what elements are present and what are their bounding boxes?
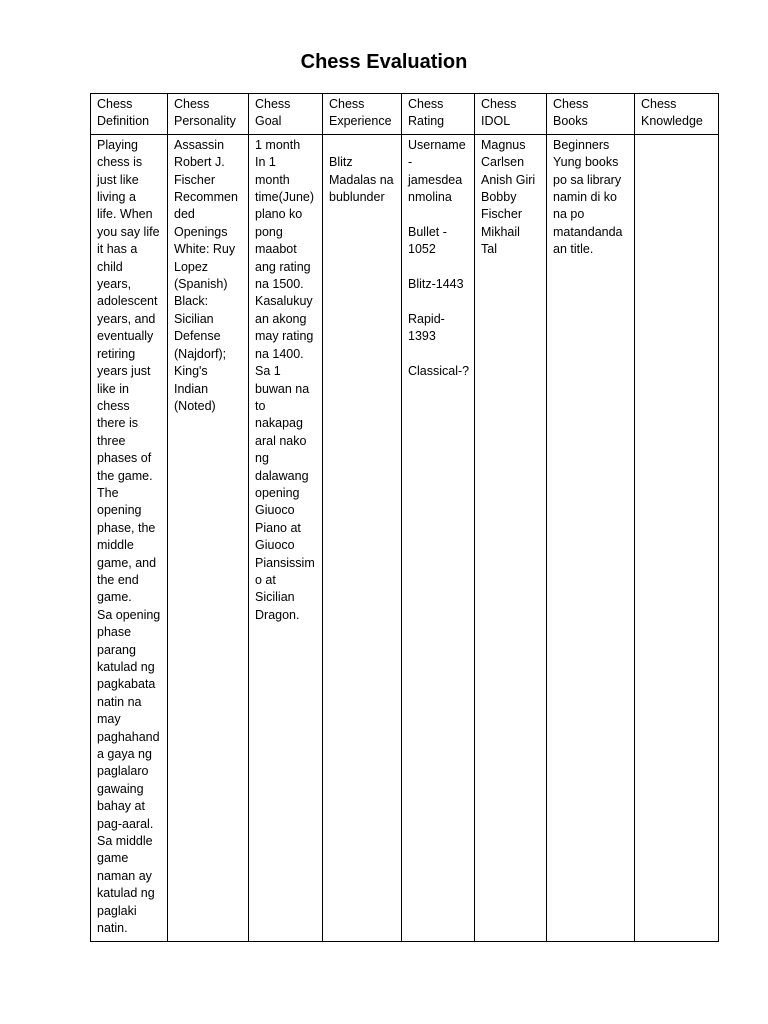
- cell-text-line: chess: [97, 398, 130, 413]
- cell-text-line: [329, 137, 396, 154]
- cell-text-line: phases of: [97, 451, 152, 466]
- cell-text-line: Assassin: [174, 137, 225, 152]
- cell-text-line: Bobby: [481, 190, 517, 205]
- cell-text-line: na 1400.: [255, 346, 304, 361]
- cell-text-line: katulad ng: [97, 660, 155, 674]
- cell-text-line: years, and: [97, 311, 156, 326]
- cell-text-line: paglalaro: [97, 764, 149, 779]
- cell-text-line: Sa opening: [97, 607, 161, 622]
- cell-text-line: nakapag: [255, 416, 303, 431]
- cell-text-line: child: [97, 259, 123, 274]
- table-row: [91, 134, 719, 941]
- cell-text-line: King's: [174, 364, 208, 379]
- cell-text-line: plano ko: [255, 207, 303, 222]
- page-title: Chess Evaluation: [300, 51, 468, 73]
- cell-text-line: three: [97, 433, 126, 448]
- cell-text-line: time(June): [255, 190, 315, 205]
- cell-text-line: a gaya ng: [97, 747, 152, 762]
- cell-text-line: Mikhail: [481, 224, 520, 239]
- cell-text-line: buwan na: [255, 381, 310, 396]
- cell-text-line: Defense: [174, 329, 221, 344]
- cell-text-line: Playing: [97, 137, 138, 152]
- cell-text-line: Giuoco: [255, 503, 295, 518]
- cell-text-line: game: [97, 851, 129, 866]
- cell-text-line: Chess: [329, 97, 365, 111]
- cell-text-line: nmolina: [408, 190, 452, 205]
- header-cell-idol: [475, 94, 547, 135]
- cell-text-line: Rapid-: [408, 311, 445, 326]
- cell-experience: [323, 134, 402, 941]
- cell-text-line: Lopez: [174, 259, 209, 274]
- cell-text-line: Bullet -: [408, 224, 447, 239]
- cell-text-line: Chess: [255, 97, 291, 111]
- header-cell-rating: [402, 94, 475, 135]
- cell-text-line: years just: [97, 364, 151, 379]
- cell-text-line: it has a: [97, 242, 138, 257]
- cell-text-line: phase, the: [97, 520, 156, 535]
- cell-text-line: just like: [97, 172, 139, 187]
- cell-text-line: the game.: [97, 468, 153, 483]
- cell-definition: [91, 134, 168, 941]
- evaluation-table: [90, 93, 719, 942]
- cell-text-line: -: [408, 155, 413, 170]
- cell-text-line: The: [97, 485, 119, 500]
- cell-text-line: Blitz: [329, 155, 353, 170]
- cell-text-line: 1052: [408, 242, 436, 257]
- cell-text-line: Fischer: [481, 207, 522, 222]
- cell-text-line: Indian: [174, 381, 209, 396]
- cell-text-line: Dragon.: [255, 607, 300, 622]
- cell-text-line: po sa library: [553, 172, 622, 187]
- cell-text-line: Piansissim: [255, 555, 315, 570]
- cell-text-line: living a: [97, 190, 136, 205]
- cell-text-line: Kasalukuy: [255, 294, 313, 309]
- cell-text-line: Openings: [174, 224, 228, 239]
- cell-text-line: Classical-?: [408, 364, 470, 379]
- cell-text-line: ng: [255, 451, 269, 466]
- cell-text-line: (Najdorf);: [174, 346, 227, 361]
- cell-text-line: pagkabata: [97, 677, 156, 692]
- cell-text-line: phase: [97, 625, 132, 640]
- header-cell-experience: [323, 94, 402, 135]
- cell-books: [547, 134, 635, 941]
- cell-text-line: dalawang: [255, 468, 309, 483]
- cell-text-line: may: [97, 712, 121, 727]
- cell-text-line: life. When: [97, 207, 153, 222]
- cell-text-line: Chess: [408, 97, 444, 111]
- cell-text-line: aral nako: [255, 433, 307, 448]
- cell-text-line: Knowledge: [641, 114, 703, 129]
- cell-text-line: 1 month: [255, 137, 301, 152]
- cell-text-line: gawaing: [97, 781, 144, 796]
- cell-text-line: o at: [255, 572, 276, 587]
- cell-text-line: jamesdea: [408, 172, 463, 187]
- table-header-row: [91, 94, 719, 135]
- cell-text-line: Magnus: [481, 137, 526, 152]
- cell-rating: [402, 134, 475, 941]
- cell-text-line: Giuoco: [255, 538, 295, 553]
- cell-text-line: opening: [255, 485, 300, 500]
- header-cell-goal: [249, 94, 323, 135]
- cell-idol: [475, 134, 547, 941]
- cell-knowledge: [635, 134, 719, 941]
- cell-text-line: Anish Giri: [481, 172, 536, 187]
- cell-text-line: adolescent: [97, 294, 158, 309]
- cell-text-line: Username: [408, 137, 466, 152]
- cell-text-line: month: [255, 172, 290, 187]
- cell-goal: [249, 134, 323, 941]
- header-cell-personality: [168, 94, 249, 135]
- cell-text-line: na 1500.: [255, 277, 304, 292]
- cell-text-line: years,: [97, 277, 132, 292]
- cell-text-line: Yung books: [553, 155, 619, 170]
- cell-text-line: ang rating: [255, 259, 311, 274]
- cell-text-line: Recommen: [174, 190, 238, 205]
- cell-text-line: Fischer: [174, 172, 215, 187]
- cell-text-line: Chess: [97, 97, 133, 111]
- cell-text-line: maabot: [255, 242, 297, 257]
- cell-text-line: there is: [97, 416, 138, 431]
- cell-text-line: Sa 1: [255, 364, 281, 379]
- cell-text-line: parang: [97, 642, 136, 657]
- cell-text-line: Tal: [481, 242, 497, 257]
- cell-text-line: Rating: [408, 114, 445, 129]
- cell-text-line: may rating: [255, 329, 314, 344]
- cell-text-line: matandanda: [553, 224, 623, 239]
- cell-text-line: Definition: [97, 114, 150, 129]
- cell-text-line: Sicilian: [255, 590, 295, 605]
- cell-text-line: Books: [553, 114, 588, 129]
- cell-text-line: Beginners: [553, 137, 610, 152]
- cell-text-line: you say life: [97, 224, 160, 239]
- header-cell-books: [547, 94, 635, 135]
- cell-text-line: Chess: [553, 97, 589, 111]
- cell-text-line: [408, 206, 469, 223]
- cell-text-line: Black:: [174, 294, 209, 309]
- cell-text-line: paghahand: [97, 729, 160, 744]
- cell-text-line: like in: [97, 381, 129, 396]
- cell-text-line: natin.: [97, 921, 128, 936]
- cell-text-line: Chess: [174, 97, 210, 111]
- cell-text-line: Blitz-1443: [408, 277, 464, 292]
- cell-text-line: IDOL: [481, 114, 511, 129]
- header-cell-knowledge: [635, 94, 719, 135]
- cell-text-line: Personality: [174, 114, 236, 129]
- cell-text-line: retiring: [97, 346, 136, 361]
- cell-text-line: 1393: [408, 329, 436, 344]
- cell-text-line: chess is: [97, 155, 143, 170]
- cell-text-line: eventually: [97, 329, 154, 344]
- cell-text-line: Chess: [641, 97, 677, 111]
- cell-text-line: Goal: [255, 114, 282, 129]
- cell-text-line: (Noted): [174, 398, 216, 413]
- cell-text-line: the end: [97, 572, 139, 587]
- cell-text-line: Sa middle: [97, 834, 153, 849]
- cell-text-line: Carlsen: [481, 155, 525, 170]
- cell-text-line: pag-aaral.: [97, 816, 154, 831]
- cell-text-line: ded: [174, 207, 195, 222]
- cell-text-line: [408, 293, 469, 310]
- cell-text-line: natin na: [97, 694, 142, 709]
- cell-personality: [168, 134, 249, 941]
- cell-text-line: an akong: [255, 311, 307, 326]
- cell-text-line: to: [255, 398, 266, 413]
- cell-text-line: namin di ko: [553, 190, 617, 205]
- cell-text-line: [408, 259, 469, 276]
- cell-text-line: game, and: [97, 555, 157, 570]
- cell-text-line: (Spanish): [174, 277, 228, 292]
- cell-text-line: game.: [97, 590, 132, 605]
- cell-text-line: Robert J.: [174, 155, 225, 170]
- cell-text-line: middle: [97, 538, 134, 553]
- cell-text-line: Madalas na: [329, 172, 394, 187]
- cell-text-line: Experience: [329, 114, 392, 129]
- header-cell-definition: [91, 94, 168, 135]
- cell-text-line: [408, 346, 469, 363]
- cell-text-line: Piano at: [255, 520, 301, 535]
- cell-text-line: paglaki: [97, 903, 137, 918]
- cell-text-line: In 1: [255, 155, 276, 170]
- cell-text-line: Sicilian: [174, 311, 214, 326]
- cell-text-line: na po: [553, 207, 585, 222]
- cell-text-line: naman ay: [97, 868, 152, 883]
- cell-text-line: pong: [255, 224, 283, 239]
- cell-text-line: katulad ng: [97, 886, 155, 901]
- cell-text-line: Chess: [481, 97, 517, 111]
- cell-text-line: opening: [97, 503, 142, 518]
- cell-text-line: White: Ruy: [174, 242, 236, 257]
- cell-text-line: an title.: [553, 242, 594, 257]
- cell-text-line: bahay at: [97, 799, 145, 814]
- cell-text-line: bublunder: [329, 190, 385, 205]
